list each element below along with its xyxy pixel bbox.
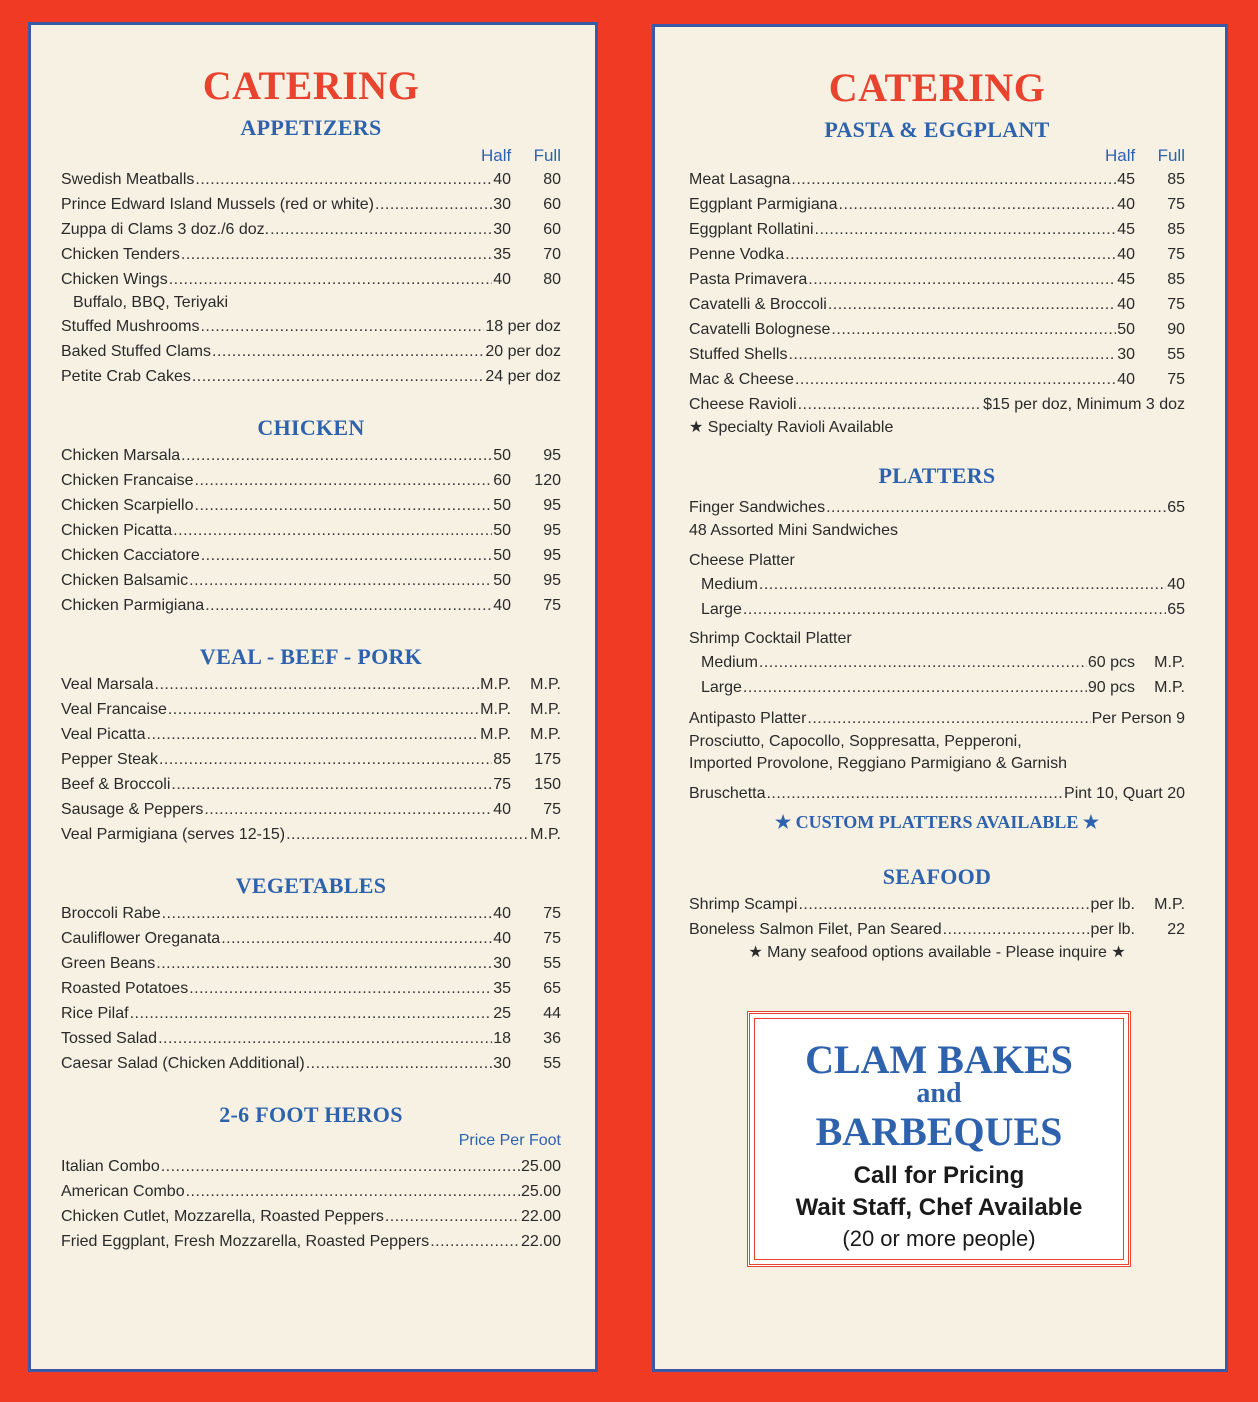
appetizers-heading: APPETIZERS bbox=[240, 115, 382, 140]
menu-row: American Combo ..... 25.00 bbox=[61, 1179, 561, 1204]
full-column-header: Full bbox=[1157, 146, 1185, 165]
vegetables-heading: VEGETABLES bbox=[235, 873, 387, 898]
shrimp-platter-label: Shrimp Cocktail Platter bbox=[689, 630, 852, 647]
platters-list bbox=[689, 495, 1185, 834]
veal-list bbox=[61, 672, 561, 847]
and-line: and bbox=[916, 1078, 962, 1109]
menu-row: Broccoli Rabe ..... 40 75 bbox=[61, 901, 561, 926]
menu-row: Stuffed Mushrooms ..... 18 per doz bbox=[61, 314, 561, 339]
vegetables-list bbox=[61, 901, 561, 1076]
menu-row: Cavatelli & Broccoli ..... 40 75 bbox=[689, 292, 1185, 317]
menu-row: Stuffed Shells ..... 30 55 bbox=[689, 342, 1185, 367]
menu-row: Eggplant Parmigiana ..... 40 75 bbox=[689, 192, 1185, 217]
menu-row: Tossed Salad ..... 18 36 bbox=[61, 1026, 561, 1051]
half-column-header: Half bbox=[481, 146, 512, 165]
heros-heading: 2-6 FOOT HEROS bbox=[219, 1102, 403, 1127]
menu-row: Eggplant Rollatini ..... 45 85 bbox=[689, 217, 1185, 242]
menu-row: Chicken Francaise ..... 60 120 bbox=[61, 468, 561, 493]
platters-heading: PLATTERS bbox=[878, 463, 996, 488]
menu-row: Medium ..... 40 bbox=[689, 572, 1185, 597]
menu-row: Cavatelli Bolognese ..... 50 90 bbox=[689, 317, 1185, 342]
menu-row: Green Beans ..... 30 55 bbox=[61, 951, 561, 976]
menu-row: Beef & Broccoli ..... 75 150 bbox=[61, 772, 561, 797]
pasta-column-headers bbox=[689, 145, 1185, 167]
menu-row: Chicken Balsamic ..... 50 95 bbox=[61, 568, 561, 593]
menu-row: Finger Sandwiches ..... 65 bbox=[689, 495, 1185, 520]
barbeques-line: BARBEQUES bbox=[815, 1109, 1063, 1154]
menu-row: Chicken Picatta ..... 50 95 bbox=[61, 518, 561, 543]
menu-row: Petite Crab Cakes ..... 24 per doz bbox=[61, 364, 561, 389]
menu-row: Meat Lasagna ..... 45 85 bbox=[689, 167, 1185, 192]
menu-row: Pasta Primavera ..... 45 85 bbox=[689, 267, 1185, 292]
menu-row: Chicken Cutlet, Mozzarella, Roasted Peppers ..... 22.00 bbox=[61, 1204, 561, 1229]
menu-row: Caesar Salad (Chicken Additional) ..... 30 55 bbox=[61, 1051, 561, 1076]
antipasto-note-1: Prosciutto, Capocollo, Soppresatta, Pepperoni, bbox=[689, 733, 1022, 750]
antipasto-note-2: Imported Provolone, Reggiano Parmigiano & Garnish bbox=[689, 755, 1067, 772]
clam-bakes-line: CLAM BAKES bbox=[805, 1037, 1073, 1082]
menu-row: Pepper Steak ..... 85 175 bbox=[61, 747, 561, 772]
menu-row: Cauliflower Oreganata ..... 40 75 bbox=[61, 926, 561, 951]
menu-row: Chicken Marsala ..... 50 95 bbox=[61, 443, 561, 468]
menu-row: Chicken Cacciatore ..... 50 95 bbox=[61, 543, 561, 568]
finger-sandwich-note: 48 Assorted Mini Sandwiches bbox=[689, 522, 898, 539]
menu-row: Chicken Parmigiana ..... 40 75 bbox=[61, 593, 561, 618]
call-for-pricing: Call for Pricing bbox=[853, 1162, 1025, 1189]
wings-flavors-note: Buffalo, BBQ, Teriyaki bbox=[73, 294, 229, 311]
menu-row: Swedish Meatballs ..... 40 80 bbox=[61, 167, 561, 192]
seafood-options-note: ★ Many seafood options available - Please inquire ★ bbox=[748, 944, 1126, 961]
seafood-list bbox=[689, 892, 1185, 964]
menu-row: Fried Eggplant, Fresh Mozzarella, Roasted Peppers ..... 22.00 bbox=[61, 1229, 561, 1254]
menu-row: Bruschetta ..... Pint 10, Quart 20 bbox=[689, 781, 1185, 806]
heros-column-header bbox=[61, 1130, 561, 1152]
appetizers-list bbox=[61, 167, 561, 389]
menu-row: Sausage & Peppers ..... 40 75 bbox=[61, 797, 561, 822]
menu-row: Chicken Scarpiello ..... 50 95 bbox=[61, 493, 561, 518]
menu-row: Shrimp Scampi ..... per lb. M.P. bbox=[689, 892, 1185, 917]
pasta-list bbox=[689, 167, 1185, 439]
menu-row: Penne Vodka ..... 40 75 bbox=[689, 242, 1185, 267]
left-menu-panel bbox=[28, 22, 598, 1372]
left-catering-title: CATERING bbox=[202, 63, 420, 108]
menu-row: Veal Marsala ..... M.P. M.P. bbox=[61, 672, 561, 697]
menu-row: Large ..... 90 pcs M.P. bbox=[689, 675, 1185, 700]
right-menu-panel bbox=[652, 24, 1228, 1372]
menu-row: Veal Picatta ..... M.P. M.P. bbox=[61, 722, 561, 747]
menu-row: Chicken Tenders ..... 35 70 bbox=[61, 242, 561, 267]
appetizers-column-headers bbox=[61, 145, 561, 167]
chicken-list bbox=[61, 443, 561, 618]
half-column-header: Half bbox=[1105, 146, 1136, 165]
seafood-heading: SEAFOOD bbox=[882, 864, 992, 889]
menu-row: Veal Francaise ..... M.P. M.P. bbox=[61, 697, 561, 722]
menu-row: Antipasto Platter ..... Per Person 9 bbox=[689, 706, 1185, 731]
menu-row: Zuppa di Clams 3 doz./6 doz. ..... 30 60 bbox=[61, 217, 561, 242]
menu-row: Prince Edward Island Mussels (red or white) ..... 30 60 bbox=[61, 192, 561, 217]
menu-row: Italian Combo ..... 25.00 bbox=[61, 1154, 561, 1179]
right-catering-title: CATERING bbox=[828, 65, 1046, 110]
menu-row: Cheese Ravioli ..... $15 per doz, Minimum 3 doz bbox=[689, 392, 1185, 417]
pasta-eggplant-heading: PASTA & EGGPLANT bbox=[824, 117, 1050, 142]
specialty-ravioli-note: ★ Specialty Ravioli Available bbox=[689, 419, 894, 436]
wait-staff-line: Wait Staff, Chef Available bbox=[795, 1194, 1083, 1221]
heros-list bbox=[61, 1154, 561, 1254]
minimum-people-line: (20 or more people) bbox=[842, 1226, 1036, 1251]
menu-row: Medium ..... 60 pcs M.P. bbox=[689, 650, 1185, 675]
menu-row: Baked Stuffed Clams ..... 20 per doz bbox=[61, 339, 561, 364]
menu-row: Boneless Salmon Filet, Pan Seared ..... per lb. 22 bbox=[689, 917, 1185, 942]
menu-row: Veal Parmigiana (serves 12-15) ..... M.P. bbox=[61, 822, 561, 847]
menu-row: Mac & Cheese ..... 40 75 bbox=[689, 367, 1185, 392]
clam-bakes-promo-box bbox=[747, 1011, 1131, 1267]
menu-row: Large ..... 65 bbox=[689, 597, 1185, 622]
chicken-heading: CHICKEN bbox=[257, 415, 365, 440]
custom-platters-banner: ★ CUSTOM PLATTERS AVAILABLE ★ bbox=[774, 812, 1100, 832]
full-column-header: Full bbox=[533, 146, 561, 165]
menu-row: Chicken Wings ..... 40 80 bbox=[61, 267, 561, 292]
price-per-foot-label: Price Per Foot bbox=[458, 1132, 561, 1149]
cheese-platter-label: Cheese Platter bbox=[689, 552, 795, 569]
menu-row: Roasted Potatoes ..... 35 65 bbox=[61, 976, 561, 1001]
menu-row: Rice Pilaf ..... 25 44 bbox=[61, 1001, 561, 1026]
veal-beef-pork-heading: VEAL - BEEF - PORK bbox=[199, 644, 423, 669]
